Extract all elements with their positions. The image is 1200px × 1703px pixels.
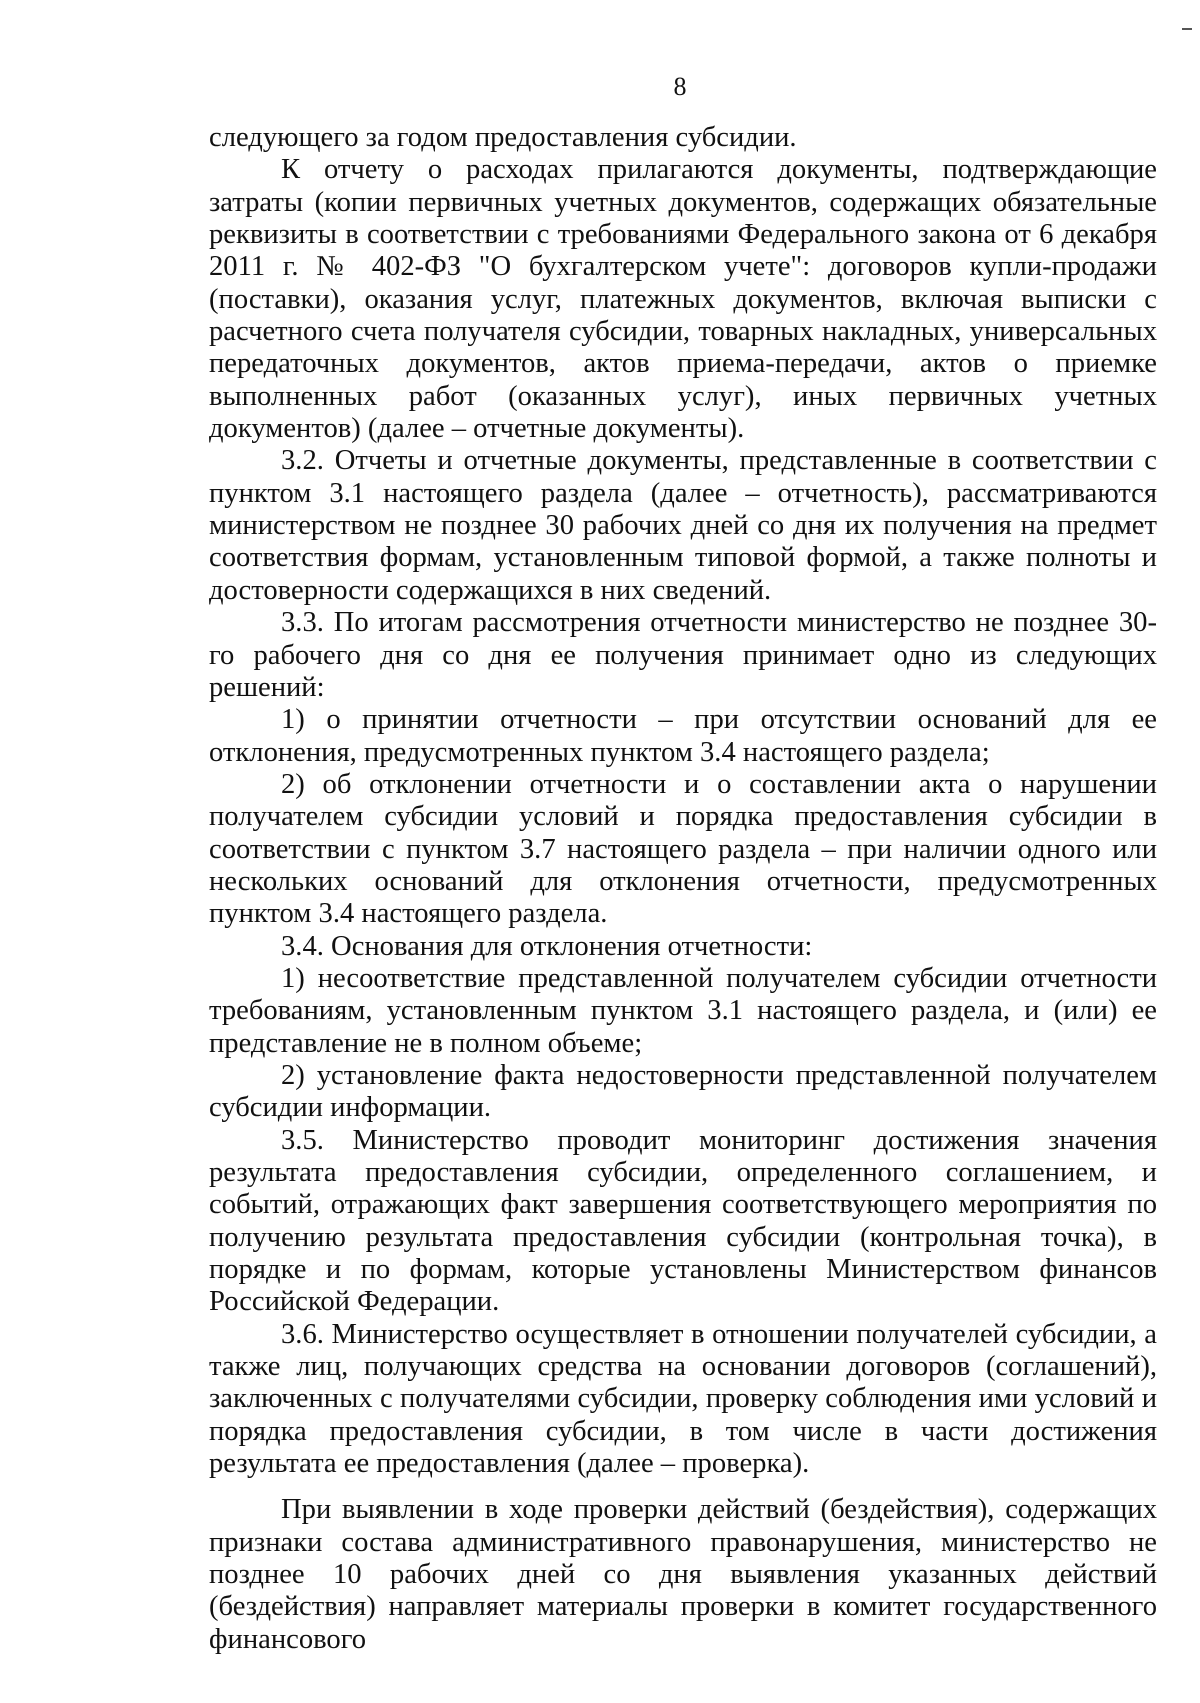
scan-corner-mark — [1182, 28, 1192, 30]
paragraph-3-4: 3.4. Основания для отклонения отчетности: — [281, 930, 813, 962]
paragraph-3-2: 3.2. Отчеты и отчетные документы, представленные в соответствии с пунктом 3.1 настоящего раздела (далее – отчетность), рассматриваются министерством не позднее 30 рабочих дней со дня их получения на предмет соответствия формам, установленным типовой формой, а также полноты и достоверности содержащихся в них сведений. — [209, 445, 1157, 606]
paragraph-3-3-item-1: 1) о принятии отчетности – при отсутствии оснований для ее отклонения, предусмотренных пунктом 3.4 настоящего раздела; — [209, 704, 1157, 768]
paragraph-continuation: следующего за годом предоставления субсидии. — [209, 122, 797, 153]
paragraph-3-5: 3.5. Министерство проводит мониторинг достижения значения результата предоставления субсидии, определенного соглашением, и событий, отражающих факт завершения соответствующего мероприятия по получению результата предоставления субсидии (контрольная точка), в порядке и по формам, которые установлены Министерством финансов Российской Федерации. — [209, 1124, 1157, 1318]
paragraph-report-attachments: К отчету о расходах прилагаются документы, подтверждающие затраты (копии первичных учетных документов, содержащих обязательные реквизиты в соответствии с требованиями Федерального закона от 6 декабря 2011 г. № 402-ФЗ "О бухгалтерском учете": договоров купли-продажи (поставки), оказания услуг, платежных документов, включая выписки с расчетного счета получателя субсидии, товарных накладных, универсальных передаточных документов, актов приема-передачи, актов о приемке выполненных работ (оказанных услуг), иных первичных учетных документов) (далее – отчетные документы). — [209, 154, 1157, 445]
paragraph-3-4-item-2: 2) установление факта недостоверности представленной получателем субсидии информации. — [209, 1059, 1157, 1124]
paragraph-3-6: 3.6. Министерство осуществляет в отношении получателей субсидии, а также лиц, получающих средства на основании договоров (соглашений), заключенных с получателями субсидии, проверку соблюдения ими условий и порядка предоставления субсидии, в том числе в части достижения результата ее предоставления (далее – проверка). — [209, 1318, 1157, 1480]
paragraph-3-4-item-1: 1) несоответствие представленной получателем субсидии отчетности требованиям, установленным пунктом 3.1 настоящего раздела, и (или) ее представление не в полном объеме; — [209, 962, 1157, 1059]
paragraph-3-3-item-2: 2) об отклонении отчетности и о составлении акта о нарушении получателем субсидии условий и порядка предоставления субсидии в соответствии с пунктом 3.7 настоящего раздела – при наличии одного или нескольких оснований для отклонения отчетности, предусмотренных пунктом 3.4 настоящего раздела. — [209, 768, 1157, 930]
page-number: 8 — [673, 72, 687, 101]
paragraph-violation-referral: При выявлении в ходе проверки действий (бездействия), содержащих признаки состава административного правонарушения, министерство не позднее 10 рабочих дней со дня выявления указанных действий (бездействия) направляет материалы проверки в комитет государственного финансового — [209, 1494, 1157, 1655]
paragraph-3-3: 3.3. По итогам рассмотрения отчетности министерство не позднее 30-го рабочего дня со дня ее получения принимает одно из следующих решений: — [209, 607, 1157, 703]
document-body — [209, 122, 1157, 1656]
